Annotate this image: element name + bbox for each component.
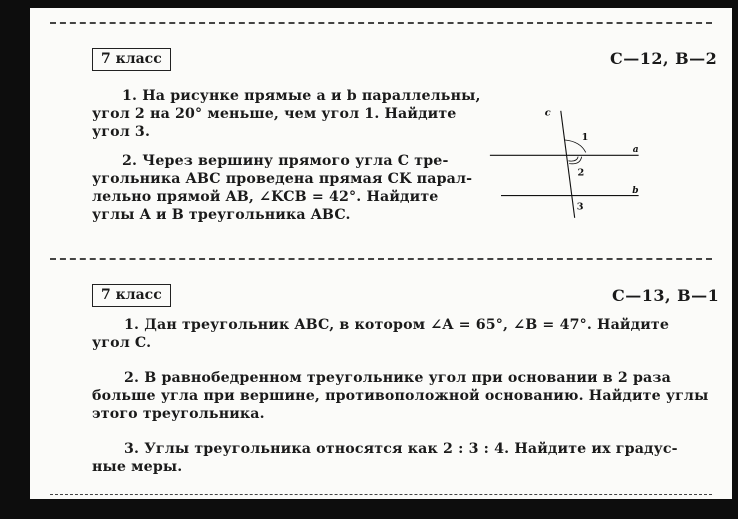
task-line: Углы треугольника относятся как 2 : 3 : 4. Найдите их градус-: [144, 441, 678, 457]
angle-2-arc-inner: [568, 157, 578, 161]
task-line: Дан треугольник ABC, в котором ∠A = 65°, ∠B = 47°. Найдите: [144, 317, 669, 333]
task-line: угольника ABC проведена прямая CK парал-: [92, 171, 473, 187]
task-line: В равнобедренном треугольнике угол при основании в 2 раза: [144, 370, 671, 386]
top-divider: [50, 22, 712, 24]
bottom-dark-bar: [0, 500, 738, 519]
task-line: На рисунке прямые a и b параллельны,: [142, 88, 481, 104]
task-2-2: [92, 369, 708, 423]
task-1-1: [92, 87, 481, 141]
label-b: b: [632, 185, 639, 196]
task-number: 3.: [124, 441, 140, 457]
task-1-2: [92, 152, 472, 224]
label-a: a: [632, 144, 639, 155]
middle-divider: [50, 258, 712, 260]
parallel-lines-figure: [476, 80, 640, 250]
task-line: угол 3.: [92, 124, 151, 140]
task-line: этого треугольника.: [92, 406, 265, 422]
task-line: Через вершину прямого угла C тре-: [142, 153, 449, 169]
label-2: 2: [577, 167, 585, 179]
task-number: 2.: [122, 153, 138, 169]
task-2-1: [92, 316, 669, 352]
task-line: больше угла при вершине, противоположной основанию. Найдите углы: [92, 388, 709, 404]
task-2-3: [92, 440, 678, 476]
task-line: лельно прямой AB, ∠KCB = 42°. Найдите: [92, 189, 439, 205]
transversal-c: [561, 111, 575, 218]
task-line: углы A и B треугольника ABC.: [92, 207, 351, 223]
task-number: 2.: [124, 370, 140, 386]
variant-label: С—12, В—2: [610, 49, 718, 68]
task-line: угол C.: [92, 335, 152, 351]
class-label-box: 7 класс: [92, 284, 171, 307]
label-1: 1: [581, 131, 589, 143]
bottom-divider: [50, 494, 712, 495]
label-c: c: [544, 107, 551, 119]
task-line: угол 2 на 20° меньше, чем угол 1. Найдите: [92, 106, 457, 122]
label-3: 3: [576, 201, 584, 213]
task-number: 1.: [122, 88, 138, 104]
task-number: 1.: [124, 317, 140, 333]
class-label-box: 7 класс: [92, 48, 171, 71]
task-line: ные меры.: [92, 459, 183, 475]
variant-label: С—13, В—1: [612, 286, 720, 305]
